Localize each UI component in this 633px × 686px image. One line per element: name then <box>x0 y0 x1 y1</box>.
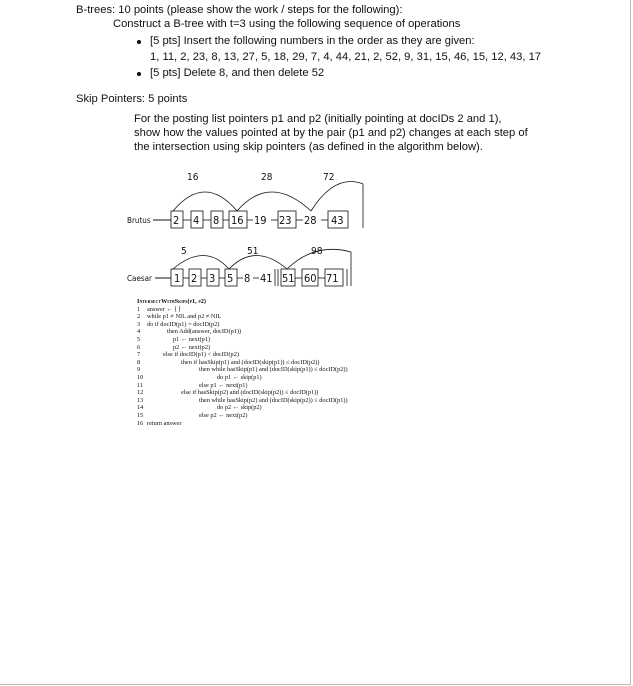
svg-text:28: 28 <box>304 214 317 227</box>
posting-node <box>171 269 183 286</box>
skip-list-diagram <box>125 168 375 298</box>
skip-label: 16 <box>187 172 199 183</box>
skip-paragraph-line: show how the values pointed at by the pair (p1 and p2) changes at each step of <box>134 127 528 139</box>
skip-label: 28 <box>261 172 273 183</box>
svg-text:3: 3 <box>209 272 216 285</box>
svg-text:51: 51 <box>282 272 295 285</box>
posting-node <box>325 269 343 286</box>
list2-nodes <box>171 269 347 286</box>
skip-label: 98 <box>311 246 323 257</box>
list1-nodes <box>171 211 348 228</box>
svg-text:16: 16 <box>231 214 244 227</box>
bullet-dot <box>137 72 141 76</box>
skip-paragraph-line: the intersection using skip pointers (as defined in the algorithm below). <box>134 141 483 153</box>
list-label-brutus: Brutus <box>127 216 151 225</box>
svg-text:8: 8 <box>244 272 251 285</box>
posting-node <box>278 211 296 228</box>
posting-node <box>229 211 247 228</box>
skip-heading: Skip Pointers: 5 points <box>76 93 188 105</box>
btrees-heading: B-trees: 10 points (please show the work / steps for the following): <box>76 4 403 16</box>
posting-node <box>254 214 267 227</box>
posting-node <box>260 272 273 285</box>
svg-text:19: 19 <box>254 214 267 227</box>
btrees-sequence: 1, 11, 2, 23, 8, 13, 27, 5, 18, 29, 7, 4, 44, 21, 2, 52, 9, 31, 15, 46, 15, 12, 43, 17 <box>150 51 542 63</box>
algorithm-title: IntersectWithSkips(p1, p2) <box>137 298 207 305</box>
skip-paragraph-line: For the posting list pointers p1 and p2 (initially pointing at docIDs 2 and 1), <box>134 113 502 125</box>
list-label-caesar: Caesar <box>127 274 152 283</box>
btrees-bullet-delete: [5 pts] Delete 8, and then delete 52 <box>150 67 325 79</box>
posting-node <box>244 272 250 285</box>
svg-text:43: 43 <box>331 214 344 227</box>
btrees-bullet-insert: [5 pts] Insert the following numbers in the order as they are given: <box>150 35 475 47</box>
svg-text:2: 2 <box>191 272 198 285</box>
skip-label: 72 <box>323 172 335 183</box>
posting-node <box>328 211 348 228</box>
svg-text:2: 2 <box>173 214 180 227</box>
svg-text:8: 8 <box>213 214 220 227</box>
posting-node <box>189 269 201 286</box>
svg-text:71: 71 <box>326 272 339 285</box>
svg-text:4: 4 <box>193 214 200 227</box>
svg-text:1: 1 <box>174 272 181 285</box>
posting-node <box>225 269 237 286</box>
posting-node <box>207 269 219 286</box>
posting-node <box>304 214 317 227</box>
posting-node <box>191 211 203 228</box>
svg-text:23: 23 <box>279 214 292 227</box>
skip-label: 5 <box>181 246 187 257</box>
svg-text:5: 5 <box>227 272 234 285</box>
posting-node <box>171 211 183 228</box>
posting-node <box>302 269 318 286</box>
bullet-dot <box>137 40 141 44</box>
svg-text:41: 41 <box>260 272 273 285</box>
posting-node <box>211 211 223 228</box>
btrees-instruction: Construct a B-tree with t=3 using the following sequence of operations <box>113 18 461 30</box>
posting-node <box>281 269 295 286</box>
skip-label: 51 <box>247 246 259 257</box>
svg-text:60: 60 <box>304 272 317 285</box>
